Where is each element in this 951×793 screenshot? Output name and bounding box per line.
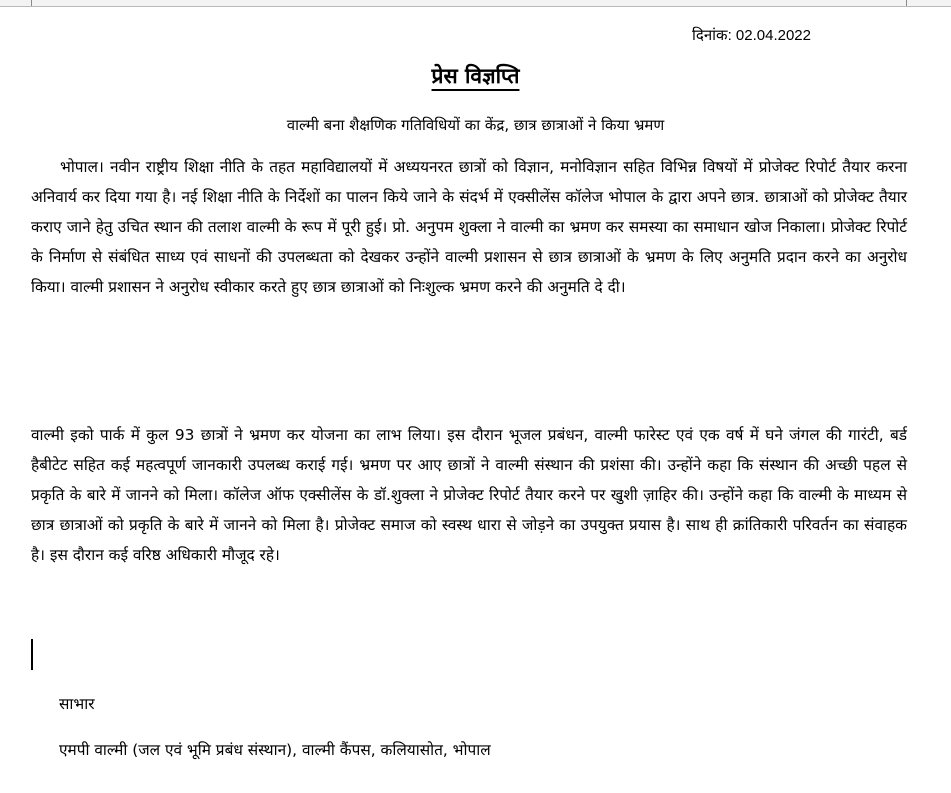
- press-release-title: [0, 62, 951, 90]
- headline: वाल्मी बना शैक्षणिक गतिविधियों का केंद्र, छात्र छात्राओं ने किया भ्रमण: [286, 116, 665, 134]
- date-label: दिनांक:: [692, 27, 732, 44]
- document-top-border: [0, 0, 951, 7]
- document-page[interactable]: [0, 7, 951, 793]
- date-value: 02.04.2022: [735, 27, 811, 44]
- date-line: [692, 25, 811, 45]
- body-paragraph-2: वाल्मी इको पार्क में कुल 93 छात्रों ने भ्रमण कर योजना का लाभ लिया। इस दौरान भूजल प्रबंधन, वाल्मी फारेस्ट एवं एक वर्ष में घने जंगल की गारंटी, बर्ड हैबीटेट सहित कई महत्वपूर्ण जानकारी उपलब्ध कराई गई। भ्रमण पर आए छात्रों ने वाल्मी संस्थान की प्रशंसा की। उन्होंने कहा कि संस्थान की अच्छी पहल से प्रकृति के बारे में जानने को मिला। कॉलेज ऑफ एक्सीलेंस के डॉ.शुक्ला ने प्रोजेक्ट रिपोर्ट तैयार करने पर खुशी ज़ाहिर की। उन्होंने कहा कि वाल्मी के माध्यम से छात्र छात्राओं को प्रकृति के बारे में जानने को मिला है। प्रोजेक्ट समाज को स्वस्थ धारा से जोड़ने का उपयुक्त प्रयास है। साथ ही क्रांतिकारी परिवर्तन का संवाहक है। इस दौरान कई वरिष्ठ अधिकारी मौजूद रहे।: [31, 426, 907, 564]
- body-paragraph-1: भोपाल। नवीन राष्ट्रीय शिक्षा नीति के तहत महाविद्यालयों में अध्ययनरत छात्रों को विज्ञान, मनोविज्ञान सहित विभिन्न विषयों में प्रोजेक्ट रिपोर्ट तैयार करना अनिवार्य कर दिया गया है। नई शिक्षा नीति के निर्देशों का पालन किये जाने के संदर्भ में एक्सीलेंस कॉलेज भोपाल के द्वारा अपने छात्र. छात्राओं को प्रोजेक्ट तैयार कराए जाने हेतु उचित स्थान की तलाश वाल्मी के रूप में पूरी हुई। प्रो. अनुपम शुक्ला ने वाल्मी का भ्रमण कर समस्या का समाधान खोज निकाला। प्रोजेक्ट रिपोर्ट के निर्माण से संबंधित साध्य एवं साधनों की उपलब्धता को देखकर उन्होंने वाल्मी प्रशासन से छात्र छात्राओं के भ्रमण के लिए अनुमति प्रदान करने का अनुरोध किया। वाल्मी प्रशासन ने अनुरोध स्वीकार करते हुए छात्र छात्राओं को निःशुल्क भ्रमण करने की अनुमति दे दी।: [31, 158, 907, 296]
- organization-credit: एमपी वाल्मी (जल एवं भूमि प्रबंध संस्थान), वाल्मी कैंपस, कलियासोत, भोपाल: [59, 741, 491, 759]
- page-margin-mark: [31, 0, 32, 6]
- courtesy-label: साभार: [59, 695, 95, 713]
- page-margin-mark: [906, 0, 907, 6]
- title-text: प्रेस विज्ञप्ति: [431, 64, 520, 88]
- text-cursor: [31, 639, 33, 670]
